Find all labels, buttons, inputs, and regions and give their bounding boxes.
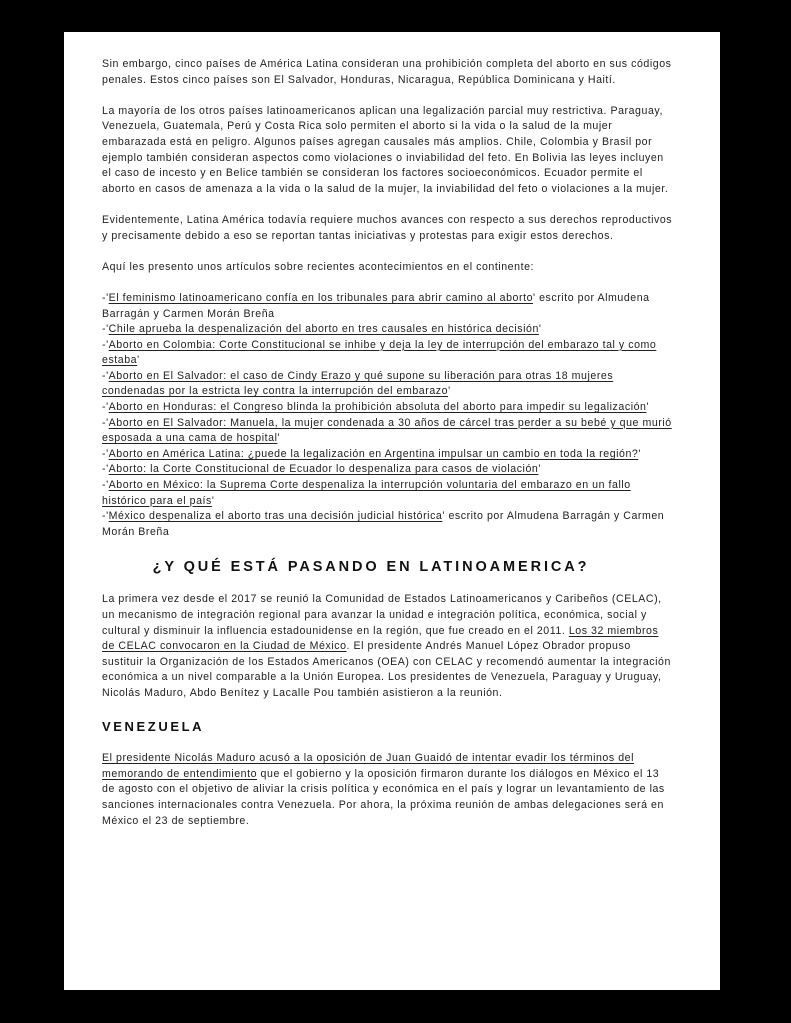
- intro-paragraph-1: Sin embargo, cinco países de América Latina consideran una prohibición completa del aborto en sus códigos penales. Estos cinco países son El Salvador, Honduras, Nicaragua, República Dominicana y Haití.: [102, 58, 672, 86]
- article-link[interactable]: El feminismo latinoamericano confía en los tribunales para abrir camino al aborto: [108, 291, 534, 304]
- intro-paragraph-2: La mayoría de los otros países latinoamericanos aplican una legalización parcial muy restrictiva. Paraguay, Venezuela, Guatemala, Perú y Costa Rica solo permiten el aborto si la vida o la salud de la mujer embarazada está en peligro. Algunos países agregan causales más amplios. Chile, Colombia y Brasil por ejemplo también consideran aspectos como violaciones o inviabilidad del feto. En Bolivia las leyes incluyen el caso de incesto y en Belice también se consideran los factores socioeconómicos. Ecuador permite el aborto en casos de amenaza a la vida o la salud de la mujer, la inviabilidad del feto o violaciones a la mujer.: [102, 104, 669, 195]
- celac-paragraph: La primera vez desde el 2017 se reunió la Comunidad de Estados Latinoamericanos y Caribeños (CELAC), un mecanismo de integración regional para avanzar la unidad e integración política, económica, social y cultural y disminuir la influencia estadounidense en la región, que fue creado en el 2011. Los 32 miembros de CELAC convocaron en la Ciudad de México. El presidente Andrés Manuel López Obrador propuso sustituir la Organización de los Estados Americanos (OEA) con CELAC y recomendó aumentar la integración económica a un nivel comparable a la Unión Europea. Los presidentes de Venezuela, Paraguay y Uruguay, Nicolás Maduro, Abdo Benítez y Lacalle Pou también asistieron a la reunión.: [102, 593, 671, 699]
- list-item: -'Aborto en América Latina: ¿puede la legalización en Argentina impulsar un cambio en toda la región?': [102, 447, 641, 460]
- list-item: -'México despenaliza el aborto tras una decisión judicial histórica' escrito por Almudena Barragán y Carmen Morán Breña: [102, 510, 665, 538]
- section-heading-venezuela: VENEZUELA: [102, 719, 205, 735]
- article-body: [102, 57, 674, 845]
- list-item: -'Aborto: la Corte Constitucional de Ecuador lo despenaliza para casos de violación': [102, 463, 541, 476]
- list-item: -'Aborto en El Salvador: Manuela, la mujer condenada a 30 años de cárcel tras perder a su bebé y que murió esposada a una cama de hospital': [102, 416, 672, 445]
- list-item: -'Aborto en Colombia: Corte Constitucional se inhibe y deja la ley de interrupción del embarazo tal y como estaba': [102, 338, 657, 367]
- venezuela-paragraph: El presidente Nicolás Maduro acusó a la oposición de Juan Guaidó de intentar evadir los términos del memorando de entendimiento que el gobierno y la oposición firmaron durante los diálogos en México el 13 de agosto con el objetivo de aliviar la crisis política y económica en el país y lograr un levantamiento de las sanciones internacionales contra Venezuela. Por ahora, la próxima reunión de ambas delegaciones será en México el 23 de septiembre.: [102, 752, 665, 827]
- intro-paragraph-3: Evidentemente, Latina América todavía requiere muchos avances con respecto a sus derechos reproductivos y precisamente debido a eso se reportan tantas iniciativas y protestas para exigir estos derechos.: [102, 213, 673, 242]
- article-link[interactable]: Aborto en El Salvador: Manuela, la mujer condenada a 30 años de cárcel tras perder a su bebé y que murió esposada a una cama de hospital: [102, 416, 672, 445]
- article-link[interactable]: Chile aprueba la despenalización del aborto en tres causales en histórica decisión: [108, 323, 539, 336]
- list-item: -'Aborto en México: la Suprema Corte despenaliza la interrupción voluntaria del embarazo en un fallo histórico para el país': [102, 479, 631, 507]
- article-link[interactable]: Aborto en México: la Suprema Corte despenaliza la interrupción voluntaria del embarazo en un fallo histórico para el país: [102, 479, 631, 507]
- article-link[interactable]: Aborto en América Latina: ¿puede la legalización en Argentina impulsar un cambio en toda la región?: [108, 447, 639, 460]
- maduro-link[interactable]: El presidente Nicolás Maduro acusó a la oposición de Juan Guaidó de intentar evadir los términos del memorando de entendimiento: [102, 752, 634, 780]
- list-item: -'Chile aprueba la despenalización del aborto en tres causales en histórica decisión': [102, 323, 542, 336]
- article-link[interactable]: Aborto en Honduras: el Congreso blinda la prohibición absoluta del aborto para impedir su legalización: [108, 401, 647, 414]
- article-link[interactable]: Aborto en El Salvador: el caso de Cindy Erazo y qué supone su liberación para otras 18 mujeres condenadas por la estricta ley contra la interrupción del embarazo: [102, 369, 614, 398]
- article-link[interactable]: Aborto: la Corte Constitucional de Ecuador lo despenaliza para casos de violación: [108, 463, 539, 476]
- list-item: -'Aborto en El Salvador: el caso de Cindy Erazo y qué supone su liberación para otras 18 mujeres condenadas por la estricta ley contra la interrupción del embarazo': [102, 369, 614, 398]
- article-list: [102, 291, 674, 541]
- list-item: -'Aborto en Honduras: el Congreso blinda la prohibición absoluta del aborto para impedir su legalización': [102, 401, 650, 414]
- document-page: [64, 32, 720, 990]
- article-link[interactable]: Aborto en Colombia: Corte Constitucional se inhibe y deja la ley de interrupción del embarazo tal y como estaba: [102, 338, 657, 367]
- celac-link[interactable]: Los 32 miembros de CELAC convocaron en la Ciudad de México: [102, 624, 659, 653]
- intro-paragraph-4: Aquí les presento unos artículos sobre recientes acontecimientos en el continente:: [102, 260, 534, 273]
- list-item: -'El feminismo latinoamericano confía en los tribunales para abrir camino al aborto' escrito por Almudena Barragán y Carmen Morán Breña: [102, 291, 650, 320]
- section-heading-latinoamerica: ¿Y QUÉ ESTÁ PASANDO EN LATINOAMERICA?: [152, 559, 590, 576]
- article-link[interactable]: México despenaliza el aborto tras una decisión judicial histórica: [108, 510, 443, 523]
